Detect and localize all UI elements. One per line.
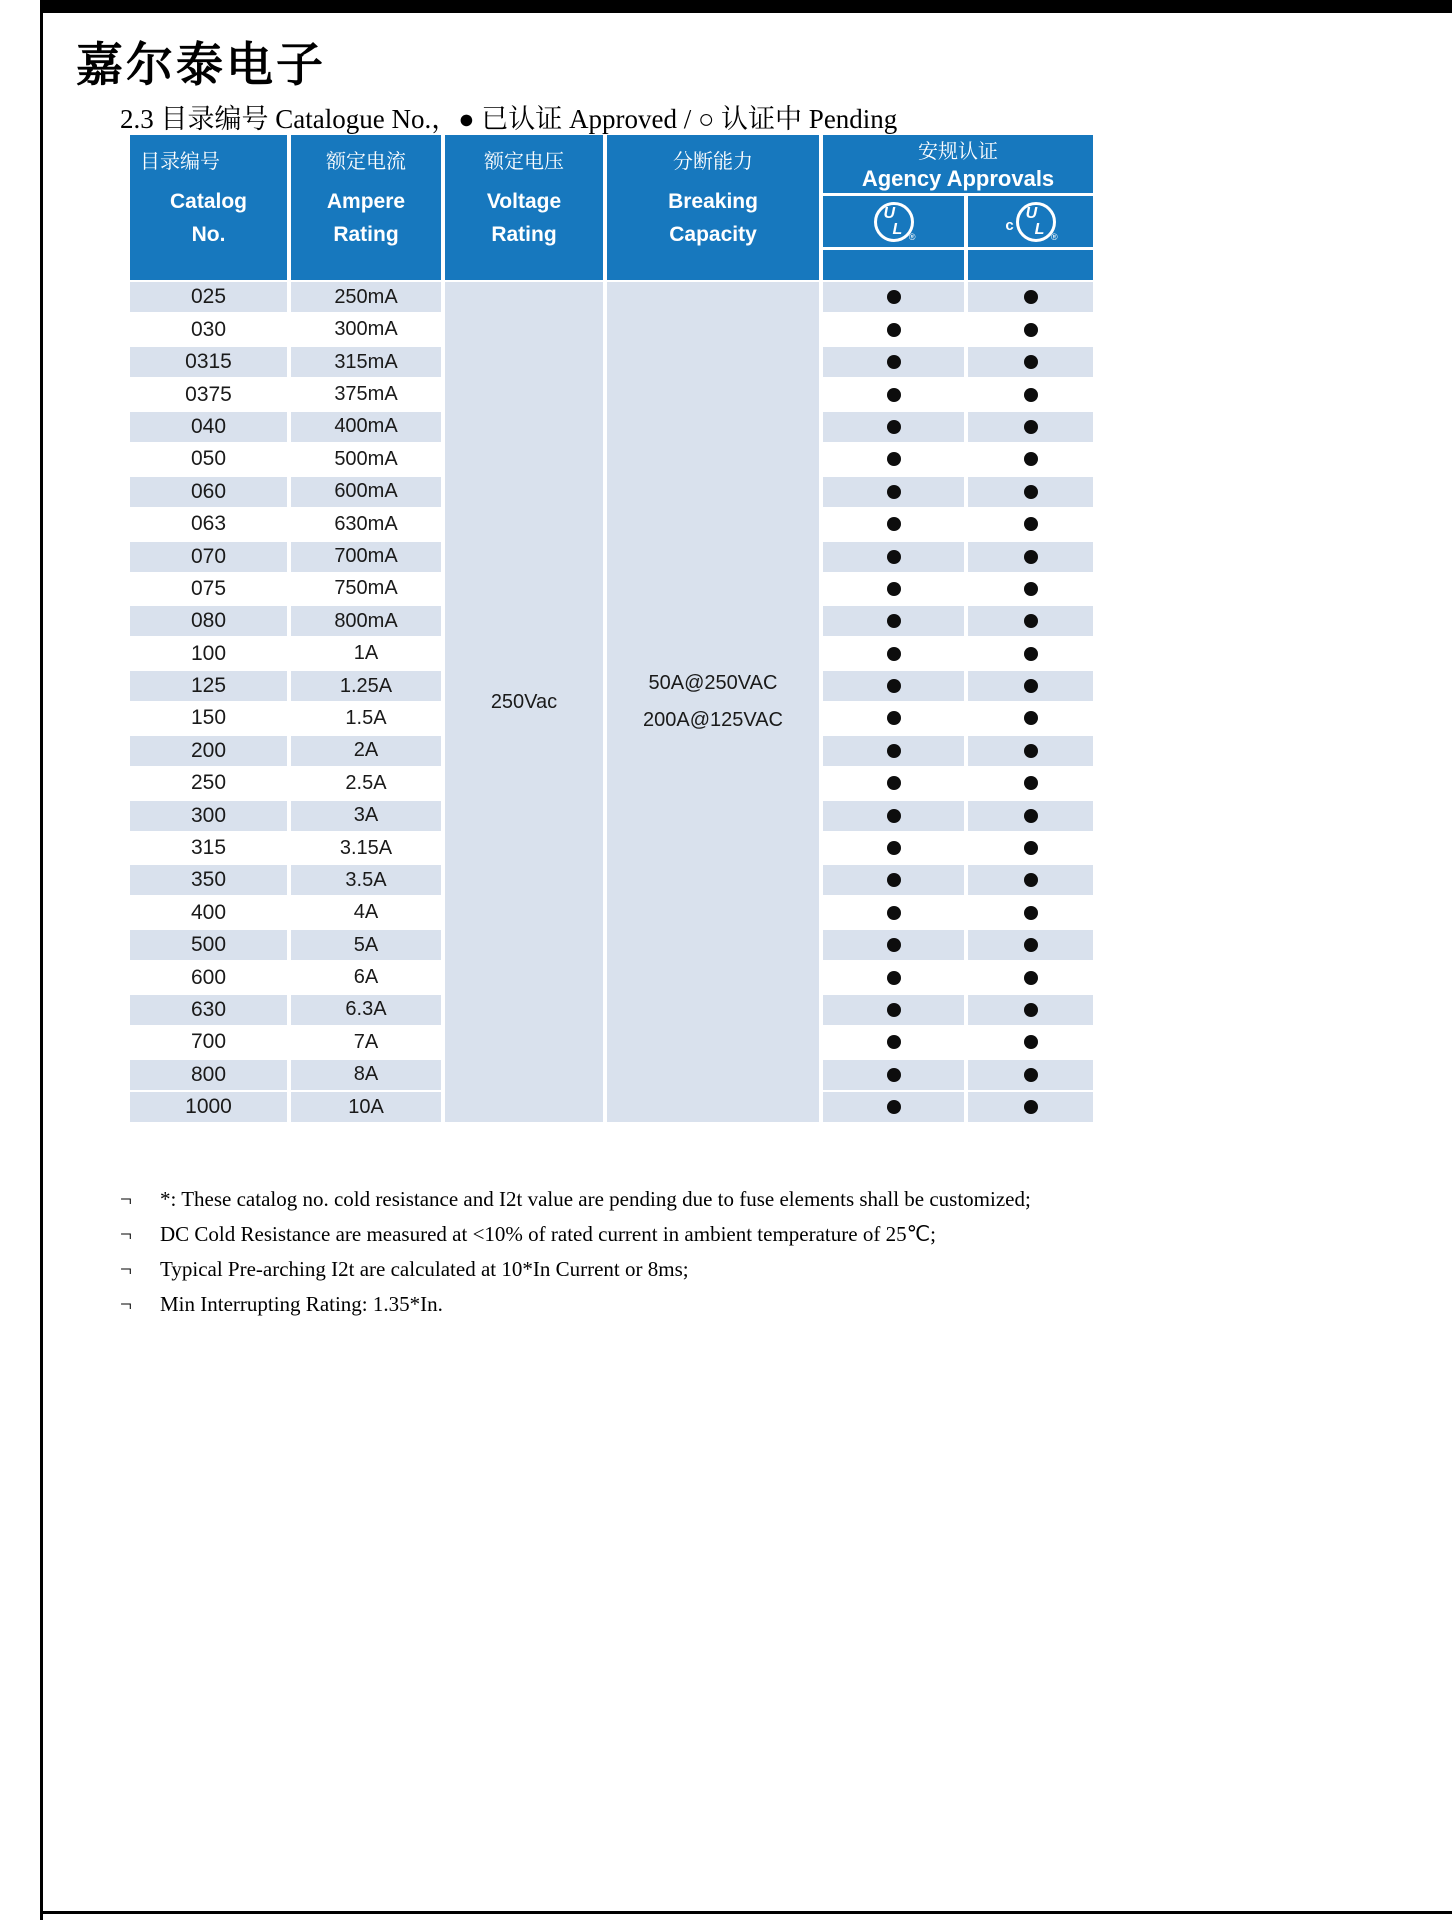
ul-approval-cell [823,1027,964,1057]
cul-approval-cell [968,1060,1093,1090]
approved-dot-icon [887,841,901,855]
row-catalog-no: 100 [130,639,287,669]
row-ampere-rating: 700mA [291,542,441,572]
row-ampere-rating: 10A [291,1092,441,1122]
header-breaking-en2: Capacity [669,223,757,246]
footnote-bullet: ¬ [120,1292,132,1316]
cul-approval-cell [968,995,1093,1025]
cul-approval-cell [968,865,1093,895]
row-catalog-no: 1000 [130,1092,287,1122]
company-name: 嘉尔泰电子 [76,38,326,91]
cul-approval-cell [968,768,1093,798]
approved-dot-icon [1024,485,1038,499]
row-ampere-rating: 7A [291,1027,441,1057]
header-agency-cn: 安规认证 [918,141,998,163]
ul-letter-u: U [883,204,896,222]
ul-approval-cell [823,380,964,410]
ul-approval-cell [823,282,964,312]
row-ampere-rating: 300mA [291,315,441,345]
cul-approval-cell [968,542,1093,572]
row-ampere-rating: 5A [291,930,441,960]
cul-approval-cell [968,801,1093,831]
row-catalog-no: 300 [130,801,287,831]
header-catalog-en2: No. [191,223,226,246]
footnote-text: *: These catalog no. cold resistance and I2t value are pending due to fuse elements shall be customized; [160,1187,1031,1211]
voltage-rating-cell [445,282,603,1122]
approved-dot-icon [1024,582,1038,596]
ul-approval-cell [823,315,964,345]
footnote-bullet: ¬ [120,1187,132,1211]
approved-dot-icon [887,1100,901,1114]
fuse-table [130,135,1093,1122]
header-ampere-en1: Ampere [326,190,406,213]
cul-approval-cell [968,736,1093,766]
cul-approval-cell [968,282,1093,312]
row-catalog-no: 025 [130,282,287,312]
row-catalog-no: 800 [130,1060,287,1090]
approved-dot-icon [1024,647,1038,661]
cul-approval-cell [968,930,1093,960]
ul-approval-cell [823,1060,964,1090]
registered-mark: ® [908,231,916,242]
approved-dot-icon [1024,388,1038,402]
row-catalog-no: 200 [130,736,287,766]
approved-dot-icon [1024,1068,1038,1082]
cul-approval-cell [968,833,1093,863]
ul-approval-cell [823,736,964,766]
cul-letter-u: U [1025,204,1038,222]
agency-logos-row [823,196,1093,247]
header-voltage-en1: Voltage [486,190,562,213]
ul-logo-icon [874,202,914,242]
approved-dot-icon [887,906,901,920]
approved-dot-icon [887,290,901,304]
breaking-capacity-cell [607,282,819,1122]
approved-dot-icon [1024,841,1038,855]
header-voltage-cn: 额定电压 [484,151,564,173]
ul-approval-cell [823,509,964,539]
row-catalog-no: 315 [130,833,287,863]
row-ampere-rating: 8A [291,1060,441,1090]
row-ampere-rating: 500mA [291,444,441,474]
breaking-capacity-line1: 50A@250VAC [648,672,778,695]
cul-approval-cell [968,315,1093,345]
cul-approval-cell [968,639,1093,669]
approved-dot-icon [887,582,901,596]
approved-dot-icon [887,809,901,823]
row-ampere-rating: 315mA [291,347,441,377]
cul-approval-cell [968,412,1093,442]
footnote-bullet: ¬ [120,1222,132,1246]
row-ampere-rating: 250mA [291,282,441,312]
page-left-border [40,0,43,1920]
agency-subheader-cell-ul [823,250,964,280]
row-catalog-no: 500 [130,930,287,960]
row-ampere-rating: 375mA [291,380,441,410]
row-ampere-rating: 750mA [291,574,441,604]
breaking-capacity-line2: 200A@125VAC [642,709,784,732]
ul-approval-cell [823,347,964,377]
approved-dot-icon [1024,906,1038,920]
footnote-item [120,1293,1031,1315]
approved-dot-icon [887,550,901,564]
cul-approval-cell [968,574,1093,604]
row-ampere-rating: 3.15A [291,833,441,863]
approved-dot-icon [1024,1003,1038,1017]
ul-approval-cell [823,865,964,895]
row-catalog-no: 700 [130,1027,287,1057]
approved-dot-icon [887,323,901,337]
approved-dot-icon [1024,420,1038,434]
cul-approval-cell [968,444,1093,474]
approved-dot-icon [1024,809,1038,823]
page-top-border [40,0,1452,13]
page-bottom-border [40,1911,1452,1914]
ul-approval-cell [823,412,964,442]
approved-dot-icon [1024,614,1038,628]
row-ampere-rating: 1A [291,639,441,669]
approved-dot-icon [1024,452,1038,466]
footnote-text: Min Interrupting Rating: 1.35*In. [160,1292,443,1316]
row-catalog-no: 0375 [130,380,287,410]
approved-dot-icon [887,1068,901,1082]
approved-dot-icon [1024,971,1038,985]
cul-letter-l: L [1034,220,1045,238]
header-catalog-cn: 目录编号 [140,151,220,173]
cul-logo-icon [1016,202,1056,242]
ul-approval-cell [823,606,964,636]
ul-approval-cell [823,833,964,863]
ul-approval-cell [823,801,964,831]
header-breaking-cn: 分断能力 [673,151,753,173]
header-catalog-no [130,135,287,280]
ul-approval-cell [823,963,964,993]
approved-dot-icon [887,614,901,628]
section-title: 2.3 目录编号 Catalogue No.，● 已认证 Approved / ○ 认证中 Pending [120,104,898,134]
header-agency-en: Agency Approvals [861,166,1055,191]
row-ampere-rating: 3.5A [291,865,441,895]
approved-dot-icon [1024,873,1038,887]
ul-approval-cell [823,574,964,604]
approved-dot-icon [887,776,901,790]
approved-dot-icon [887,517,901,531]
header-agency-title [823,135,1093,193]
cul-approval-cell [968,509,1093,539]
row-catalog-no: 070 [130,542,287,572]
row-ampere-rating: 6.3A [291,995,441,1025]
approved-dot-icon [1024,323,1038,337]
cul-approval-cell [968,1092,1093,1122]
approved-dot-icon [1024,290,1038,304]
row-ampere-rating: 400mA [291,412,441,442]
ul-approval-cell [823,477,964,507]
approved-dot-icon [887,711,901,725]
cul-approval-cell [968,380,1093,410]
ul-logo-cell [823,196,964,247]
row-ampere-rating: 630mA [291,509,441,539]
row-catalog-no: 080 [130,606,287,636]
cul-approval-cell [968,606,1093,636]
row-ampere-rating: 800mA [291,606,441,636]
header-ampere-cn: 额定电流 [326,151,406,173]
footnote-item [120,1258,1031,1280]
approved-dot-icon [1024,1035,1038,1049]
footnotes [120,1188,1031,1328]
footnote-item [120,1188,1031,1210]
cul-letter-c: c [1005,217,1014,234]
row-catalog-no: 630 [130,995,287,1025]
approved-dot-icon [887,873,901,887]
registered-mark: ® [1051,231,1058,242]
cul-logo-cell [968,196,1093,247]
ul-approval-cell [823,930,964,960]
approved-dot-icon [1024,744,1038,758]
ul-letter-l: L [892,220,903,238]
row-catalog-no: 050 [130,444,287,474]
ul-approval-cell [823,639,964,669]
header-catalog-en1: Catalog [169,190,247,213]
cul-approval-cell [968,963,1093,993]
row-ampere-rating: 3A [291,801,441,831]
cul-approval-cell [968,477,1093,507]
approved-dot-icon [1024,938,1038,952]
header-ampere-rating [291,135,441,280]
ul-approval-cell [823,898,964,928]
row-catalog-no: 030 [130,315,287,345]
row-ampere-rating: 2A [291,736,441,766]
row-catalog-no: 150 [130,703,287,733]
row-ampere-rating: 4A [291,898,441,928]
approved-dot-icon [887,355,901,369]
row-catalog-no: 250 [130,768,287,798]
footnote-item [120,1223,1031,1245]
approved-dot-icon [887,420,901,434]
approved-dot-icon [1024,1100,1038,1114]
approved-dot-icon [887,485,901,499]
approved-dot-icon [887,1035,901,1049]
row-catalog-no: 063 [130,509,287,539]
cul-approval-cell [968,671,1093,701]
approved-dot-icon [1024,355,1038,369]
approved-dot-icon [1024,679,1038,693]
row-catalog-no: 040 [130,412,287,442]
ul-approval-cell [823,995,964,1025]
header-breaking-en1: Breaking [668,190,758,213]
row-ampere-rating: 6A [291,963,441,993]
cul-approval-cell [968,703,1093,733]
row-catalog-no: 075 [130,574,287,604]
header-voltage-rating [445,135,603,280]
ul-approval-cell [823,542,964,572]
approved-dot-icon [887,1003,901,1017]
approved-dot-icon [887,744,901,758]
header-agency-approvals [823,135,1093,280]
cul-approval-cell [968,1027,1093,1057]
approved-dot-icon [1024,776,1038,790]
ul-approval-cell [823,1092,964,1122]
row-ampere-rating: 1.5A [291,703,441,733]
header-breaking-capacity [607,135,819,280]
approved-dot-icon [887,647,901,661]
voltage-rating-value: 250Vac [490,690,558,713]
approved-dot-icon [1024,550,1038,564]
row-catalog-no: 400 [130,898,287,928]
approved-dot-icon [887,452,901,466]
header-voltage-en2: Rating [491,223,557,246]
cul-approval-cell [968,898,1093,928]
ul-approval-cell [823,671,964,701]
cul-approval-cell [968,347,1093,377]
row-ampere-rating: 2.5A [291,768,441,798]
ul-approval-cell [823,703,964,733]
row-ampere-rating: 1.25A [291,671,441,701]
approved-dot-icon [887,938,901,952]
header-ampere-en2: Rating [333,223,399,246]
approved-dot-icon [1024,517,1038,531]
row-catalog-no: 600 [130,963,287,993]
row-catalog-no: 060 [130,477,287,507]
row-catalog-no: 350 [130,865,287,895]
agency-subheader-row [823,250,1093,280]
ul-approval-cell [823,768,964,798]
ul-approval-cell [823,444,964,474]
row-catalog-no: 0315 [130,347,287,377]
footnote-text: Typical Pre-arching I2t are calculated at 10*In Current or 8ms; [160,1257,689,1281]
approved-dot-icon [887,971,901,985]
row-catalog-no: 125 [130,671,287,701]
agency-subheader-cell-cul [968,250,1093,280]
approved-dot-icon [887,679,901,693]
approved-dot-icon [1024,711,1038,725]
approved-dot-icon [887,388,901,402]
footnote-text: DC Cold Resistance are measured at <10% of rated current in ambient temperature of 25℃; [160,1222,936,1246]
footnote-bullet: ¬ [120,1257,132,1281]
row-ampere-rating: 600mA [291,477,441,507]
